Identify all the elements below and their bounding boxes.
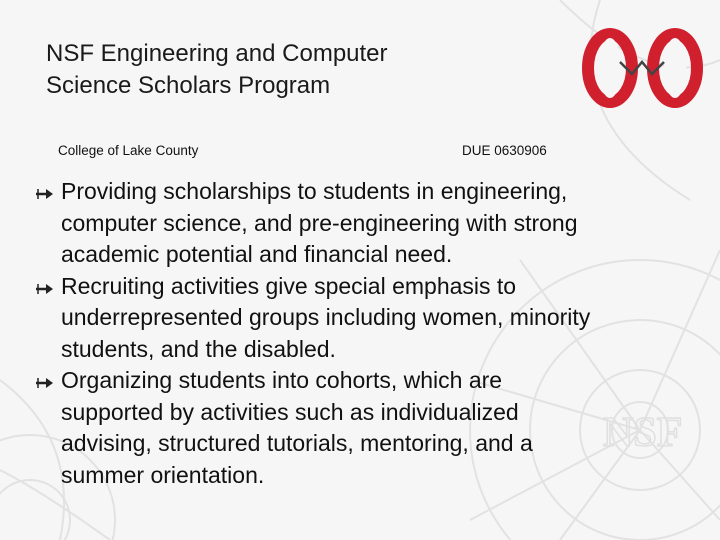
bullet-line: underrepresented groups including women, minority: [61, 304, 591, 330]
arrow-bullet-icon: [36, 282, 54, 296]
bullet-line: academic potential and financial need.: [61, 241, 453, 267]
bullet-item: [36, 176, 706, 271]
bullet-line: Organizing students into cohorts, which are: [61, 367, 503, 393]
svg-text:NSF: NSF: [603, 410, 683, 456]
bullet-line: Providing scholarships to students in engineering,: [61, 178, 568, 204]
bullet-line: advising, structured tutorials, mentoring, and a: [61, 430, 533, 456]
title-line: NSF Engineering and Computer: [46, 40, 388, 67]
bullet-line: summer orientation.: [61, 461, 265, 488]
title-line: Science Scholars Program: [46, 72, 331, 99]
arrow-bullet-icon: [36, 376, 54, 390]
bullet-item: [36, 365, 706, 491]
double-zero-logo-icon: [580, 28, 705, 108]
arrow-bullet-icon: [36, 187, 54, 201]
bullet-line: Recruiting activities give special emphasis to: [61, 272, 517, 299]
slide-title: [46, 38, 388, 102]
bullet-line: students, and the disabled.: [61, 335, 336, 362]
grant-number: DUE 0630906: [462, 143, 547, 158]
bullet-list: [36, 176, 706, 491]
bullet-item: [36, 271, 706, 366]
college-name: College of Lake County: [58, 143, 199, 158]
bullet-line: computer science, and pre-engineering with strong: [61, 209, 578, 236]
bullet-line: supported by activities such as individualized: [61, 398, 519, 425]
